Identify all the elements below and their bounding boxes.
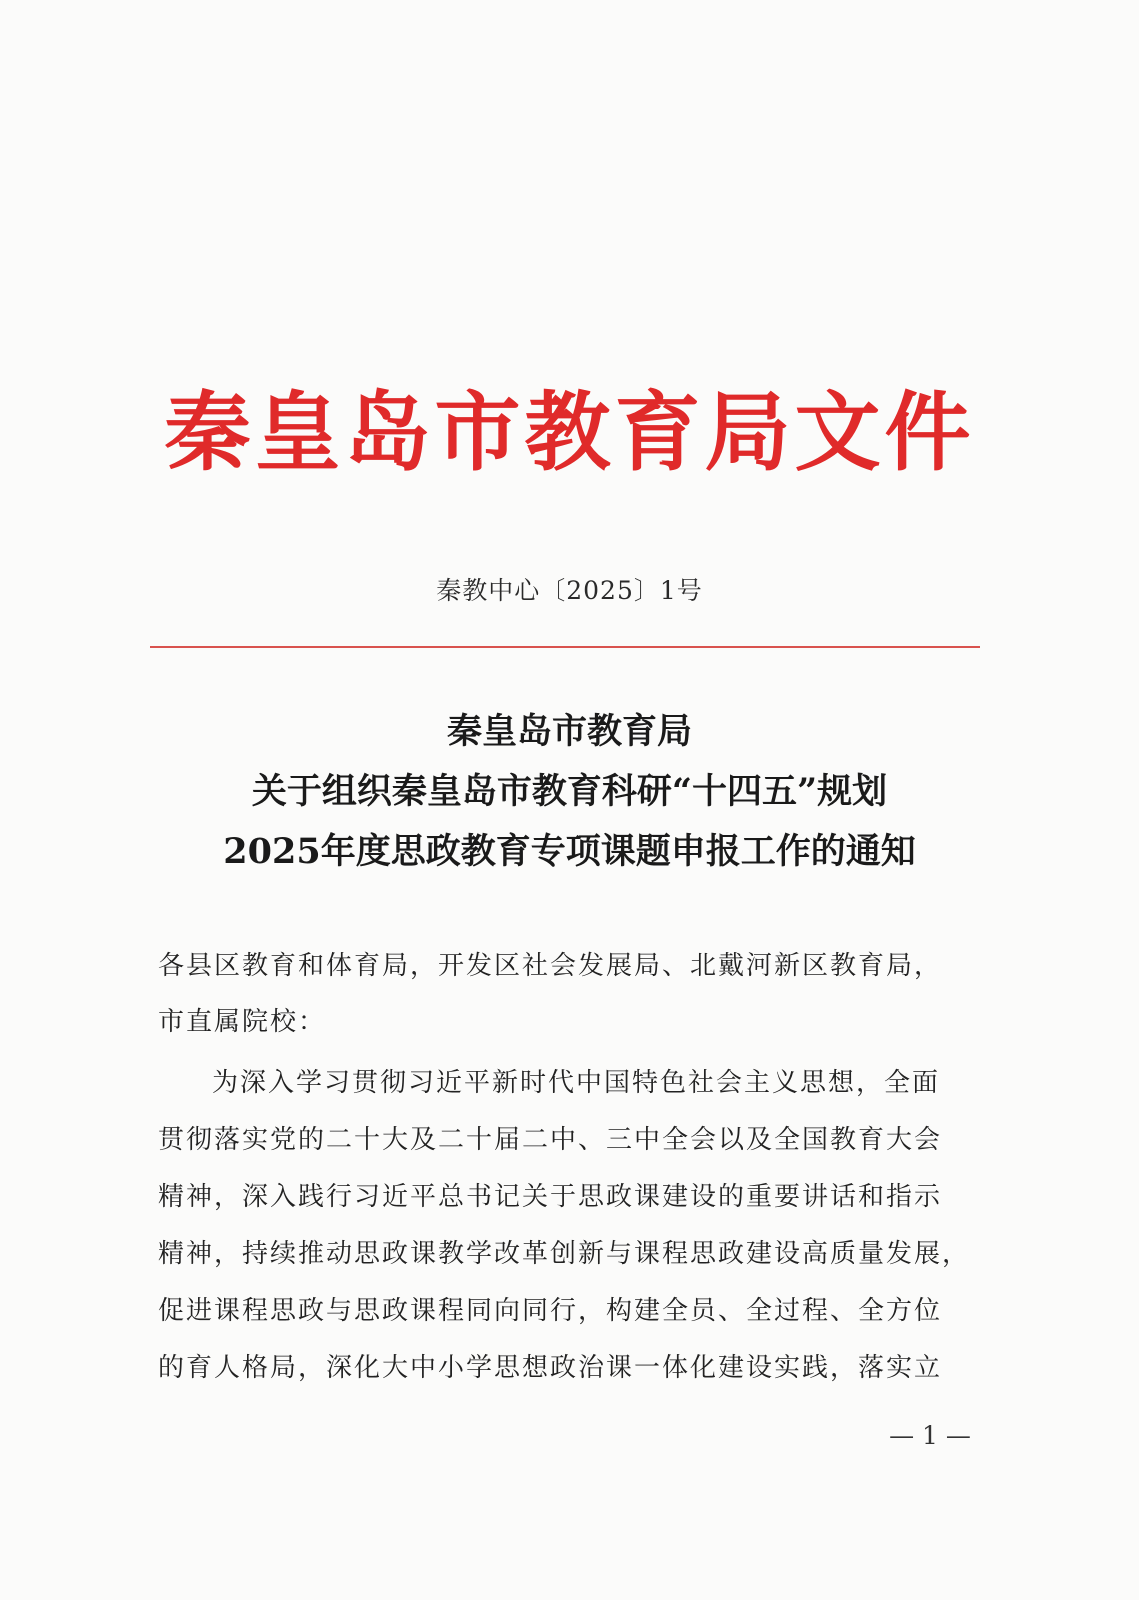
paragraph-line: 为深入学习贯彻习近平新时代中国特色社会主义思想，全面 xyxy=(212,1068,941,1098)
document-number: 秦教中心〔2025〕1号 xyxy=(436,576,703,605)
salutation xyxy=(158,938,998,1050)
red-separator-line xyxy=(150,646,980,648)
paragraph-line: 促进课程思政与思政课程同向同行，构建全员、全过程、全方位 xyxy=(158,1296,943,1326)
paragraph-line: 精神，持续推动思政课教学改革创新与课程思政建设高质量发展， xyxy=(158,1239,971,1269)
notice-title xyxy=(0,702,1139,882)
salutation-line: 各县区教育和体育局，开发区社会发展局、北戴河新区教育局， xyxy=(158,951,943,981)
salutation-line: 市直属院校： xyxy=(158,1007,327,1037)
notice-title-line: 2025年度思政教育专项课题申报工作的通知 xyxy=(223,831,916,872)
document-header-title: 秦皇岛市教育局文件 xyxy=(164,382,975,483)
notice-title-line: 关于组织秦皇岛市教育科研“十四五”规划 xyxy=(251,771,888,812)
paragraph-line: 的育人格局，深化大中小学思想政治课一体化建设实践，落实立 xyxy=(158,1353,943,1383)
page-number: — 1 — xyxy=(889,1421,971,1450)
body-paragraph xyxy=(158,1055,998,1397)
paragraph-line: 精神，深入践行习近平总书记关于思政课建设的重要讲话和指示 xyxy=(158,1182,943,1212)
paragraph-line: 贯彻落实党的二十大及二十届二中、三中全会以及全国教育大会 xyxy=(158,1125,943,1155)
notice-title-line: 秦皇岛市教育局 xyxy=(446,711,692,752)
